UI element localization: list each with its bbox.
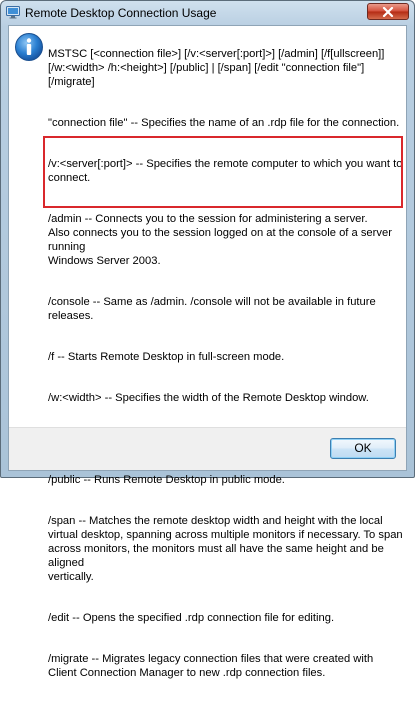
window-title: Remote Desktop Connection Usage bbox=[25, 6, 217, 20]
dialog-client-area bbox=[8, 25, 407, 679]
title-bar[interactable] bbox=[1, 1, 414, 25]
usage-text bbox=[48, 33, 403, 707]
info-icon bbox=[14, 32, 44, 62]
remote-desktop-icon bbox=[6, 5, 20, 19]
usage-server: /v:<server[:port]> -- Specifies the remote computer to which you want to connect. bbox=[48, 158, 403, 184]
admin-console-highlight bbox=[43, 136, 403, 208]
usage-syntax: MSTSC [<connection file>] [/v:<server[:port]>] [/admin] [/f[ullscreen]] [/w:<width> /h:<height>] [/public] | [/span] [/edit "connection file"] [/migrate] bbox=[48, 48, 385, 88]
usage-connection-file: "connection file" -- Specifies the name of an .rdp file for the connection. bbox=[48, 117, 400, 129]
usage-migrate: /migrate -- Migrates legacy connection files that were created with Client Connection Manager to new .rdp connection files. bbox=[48, 653, 374, 679]
usage-fullscreen: /f -- Starts Remote Desktop in full-screen mode. bbox=[48, 351, 285, 363]
usage-width: /w:<width> -- Specifies the width of the Remote Desktop window. bbox=[48, 392, 369, 404]
button-bar bbox=[9, 427, 406, 470]
ok-button[interactable]: OK bbox=[330, 438, 396, 459]
usage-public: /public -- Runs Remote Desktop in public mode. bbox=[48, 474, 285, 486]
usage-console: /console -- Same as /admin. /console will not be available in future releases. bbox=[48, 296, 376, 322]
usage-span: /span -- Matches the remote desktop width and height with the local virtual desktop, spanning across multiple monitors if necessary. To span across monitors, the monitors must all have the same height and be aligned vertically. bbox=[48, 515, 403, 583]
close-button[interactable] bbox=[367, 3, 409, 20]
usage-edit: /edit -- Opens the specified .rdp connection file for editing. bbox=[48, 612, 335, 624]
usage-admin: /admin -- Connects you to the session for administering a server. Also connects you to the session logged on at the console of a server running Windows Server 2003. bbox=[48, 213, 392, 267]
close-icon bbox=[382, 7, 394, 17]
